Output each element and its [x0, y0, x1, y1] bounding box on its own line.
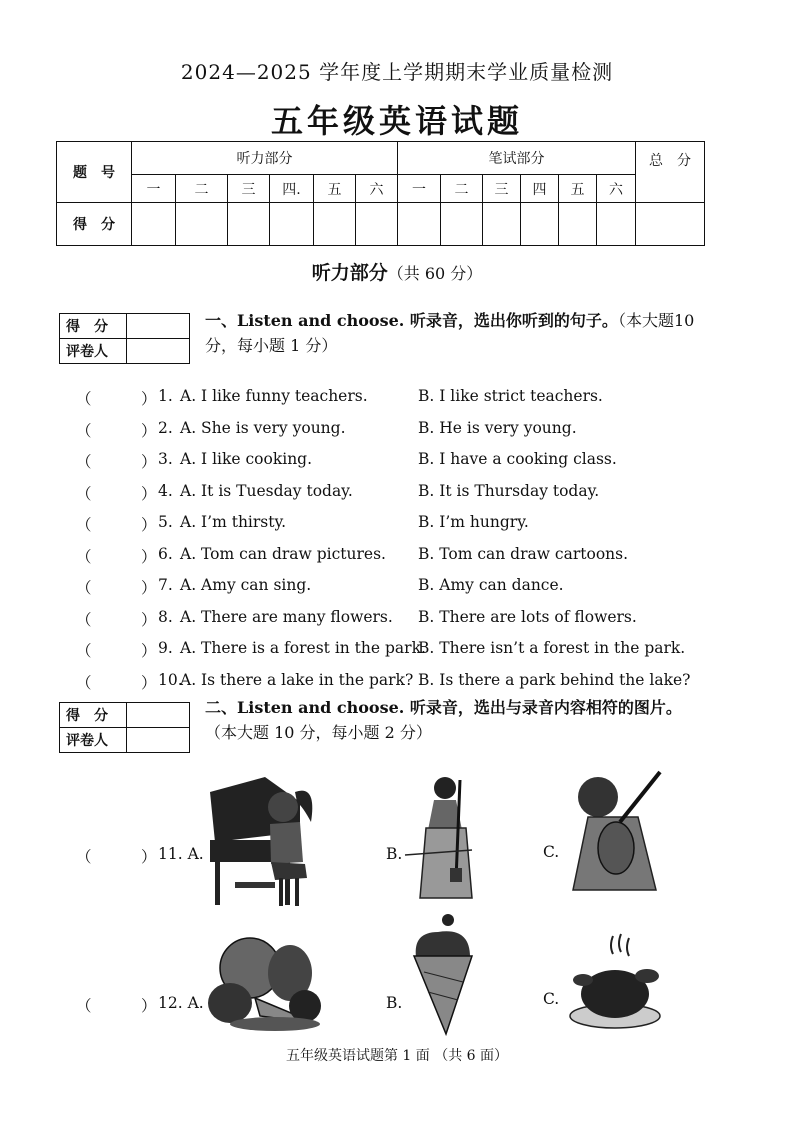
answer-paren-left[interactable]: （ [76, 390, 92, 408]
part1-instr-cn: 听录音，选出你听到的句子。 [404, 311, 618, 330]
answer-paren-left[interactable]: （ [76, 673, 92, 692]
q11-option-b-label: B. [386, 845, 403, 863]
question-row [0, 419, 794, 447]
answer-paren-right: ） [141, 484, 157, 503]
option-a: A. I’m thirsty. [180, 513, 287, 531]
answer-paren-right: ） [141, 421, 157, 440]
answer-paren-right: ） [141, 390, 157, 408]
grader-score-label: 得 分 [60, 314, 127, 339]
answer-paren-right: ） [141, 642, 157, 660]
part2-instr-en: 二、Listen and choose. [205, 698, 405, 717]
q12-option-b-label: B. [386, 994, 403, 1012]
ice-cream-picture[interactable] [408, 912, 478, 1037]
roast-chicken-picture[interactable] [565, 928, 665, 1033]
option-b: B. He is very young. [418, 418, 577, 437]
question-number: 5. [158, 513, 173, 531]
page-footer: 五年级英语试题第 1 面 （共 6 面） [285, 1048, 509, 1064]
question-number: 10. [158, 670, 183, 689]
score-cell[interactable] [228, 203, 270, 246]
score-cell[interactable] [597, 203, 636, 246]
question-row [0, 482, 794, 510]
answer-paren-right: ） [141, 848, 157, 866]
answer-paren-left[interactable]: （ [76, 484, 92, 503]
listening-header: 听力部分 [132, 142, 398, 175]
part1-instruction [205, 308, 705, 358]
answer-paren-left[interactable]: （ [76, 579, 92, 597]
answer-paren-right: ） [141, 516, 157, 534]
listening-col: 三 [228, 175, 270, 203]
option-a: A. There are many flowers. [180, 607, 393, 626]
erhu-picture[interactable] [400, 770, 490, 910]
grader-score-cell[interactable] [127, 703, 190, 728]
written-col: 六 [597, 175, 636, 203]
option-b: B. Amy can dance. [418, 576, 564, 594]
question-number: 2. [158, 418, 173, 437]
q12-label: 12. A. [158, 994, 204, 1012]
listening-col: 四. [270, 175, 314, 203]
total-score-cell[interactable] [636, 203, 705, 246]
row-label-question: 题 号 [57, 142, 132, 203]
option-b: B. Is there a park behind the lake? [418, 670, 691, 689]
written-col: 一 [398, 175, 441, 203]
score-cell[interactable] [483, 203, 521, 246]
option-b: B. There isn’t a forest in the park. [418, 639, 686, 657]
question-row [0, 450, 794, 478]
score-cell[interactable] [521, 203, 559, 246]
option-b: B. There are lots of flowers. [418, 607, 637, 626]
part2-instr-note: （本大题 10 分，每小题 2 分） [205, 723, 432, 742]
part1-instr-note: （本大题10 分，每小题 1 分） [205, 311, 695, 355]
score-cell[interactable] [132, 203, 176, 246]
exam-subtitle: 2024—2025 学年度上学期期末学业质量检测 [180, 60, 614, 84]
answer-paren-right: ） [141, 547, 157, 566]
listening-col: 二 [176, 175, 228, 203]
question-row [0, 513, 794, 541]
option-b: B. I’m hungry. [418, 513, 529, 531]
answer-paren-left[interactable]: （ [76, 547, 92, 566]
answer-paren-left[interactable]: （ [76, 848, 92, 866]
score-cell[interactable] [398, 203, 441, 246]
answer-paren-left[interactable]: （ [76, 453, 92, 471]
score-cell[interactable] [356, 203, 398, 246]
answer-paren-right: ） [141, 997, 157, 1015]
question-number: 8. [158, 607, 173, 626]
question-row [0, 576, 794, 604]
written-col: 四 [521, 175, 559, 203]
option-a: A. Amy can sing. [180, 576, 312, 594]
total-header: 总 分 [636, 142, 705, 203]
answer-paren-right: ） [141, 579, 157, 597]
answer-paren-left[interactable]: （ [76, 642, 92, 660]
option-a: A. I like funny teachers. [180, 387, 368, 405]
question-row [0, 387, 794, 415]
part2-instruction [205, 695, 705, 745]
score-cell[interactable] [559, 203, 597, 246]
listening-col: 一 [132, 175, 176, 203]
question-number: 3. [158, 450, 173, 468]
grader-name-cell[interactable] [127, 339, 190, 364]
grader-name-label: 评卷人 [60, 728, 127, 753]
answer-paren-right: ） [141, 453, 157, 471]
question-number: 1. [158, 387, 173, 405]
row-label-score: 得 分 [57, 203, 132, 246]
q11-option-c-label: C. [543, 843, 560, 861]
score-cell[interactable] [314, 203, 356, 246]
option-a: A. It is Tuesday today. [180, 481, 353, 500]
score-cell[interactable] [441, 203, 483, 246]
option-b: B. It is Thursday today. [418, 481, 600, 500]
score-cell[interactable] [176, 203, 228, 246]
grader-box-part1 [59, 313, 190, 364]
score-table [56, 141, 705, 246]
option-a: A. Tom can draw pictures. [180, 544, 386, 563]
answer-paren-left[interactable]: （ [76, 516, 92, 534]
option-b: B. I like strict teachers. [418, 387, 603, 405]
answer-paren-left[interactable]: （ [76, 997, 92, 1015]
grader-box-part2 [59, 702, 190, 753]
q12-option-c-label: C. [543, 990, 560, 1008]
question-number: 4. [158, 481, 173, 500]
option-b: B. I have a cooking class. [418, 450, 617, 468]
answer-paren-left[interactable]: （ [76, 421, 92, 440]
option-a: A. There is a forest in the park. [180, 639, 426, 657]
answer-paren-right: ） [141, 610, 157, 629]
grader-score-cell[interactable] [127, 314, 190, 339]
question-number: 6. [158, 544, 173, 563]
grader-name-label: 评卷人 [60, 339, 127, 364]
question-row [0, 545, 794, 573]
written-col: 二 [441, 175, 483, 203]
question-row [0, 639, 794, 667]
option-a: A. She is very young. [180, 418, 346, 437]
piano-picture[interactable] [205, 772, 325, 912]
answer-paren-right: ） [141, 673, 157, 692]
option-a: A. Is there a lake in the park? [180, 670, 414, 689]
written-col: 五 [559, 175, 597, 203]
written-col: 三 [483, 175, 521, 203]
listening-col: 六 [356, 175, 398, 203]
exam-title: 五年级英语试题 [270, 102, 523, 140]
listening-title-text: 听力部分 [311, 262, 388, 284]
part1-instr-en: 一、Listen and choose. [205, 311, 405, 330]
q11-label: 11. A. [158, 845, 204, 863]
option-a: A. I like cooking. [180, 450, 313, 468]
grader-score-label: 得 分 [60, 703, 127, 728]
listening-col: 五 [314, 175, 356, 203]
part2-instr-cn: 听录音，选出与录音内容相符的图片。 [404, 698, 682, 717]
listening-section-title [0, 258, 794, 285]
question-row [0, 608, 794, 636]
question-number: 7. [158, 576, 173, 594]
option-b: B. Tom can draw cartoons. [418, 544, 629, 563]
pipa-picture[interactable] [568, 762, 668, 902]
vegetables-picture[interactable] [205, 928, 335, 1033]
written-header: 笔试部分 [398, 142, 636, 175]
listening-points: （共 60 分） [387, 264, 483, 283]
answer-paren-left[interactable]: （ [76, 610, 92, 629]
question-number: 9. [158, 639, 173, 657]
grader-name-cell[interactable] [127, 728, 190, 753]
score-cell[interactable] [270, 203, 314, 246]
